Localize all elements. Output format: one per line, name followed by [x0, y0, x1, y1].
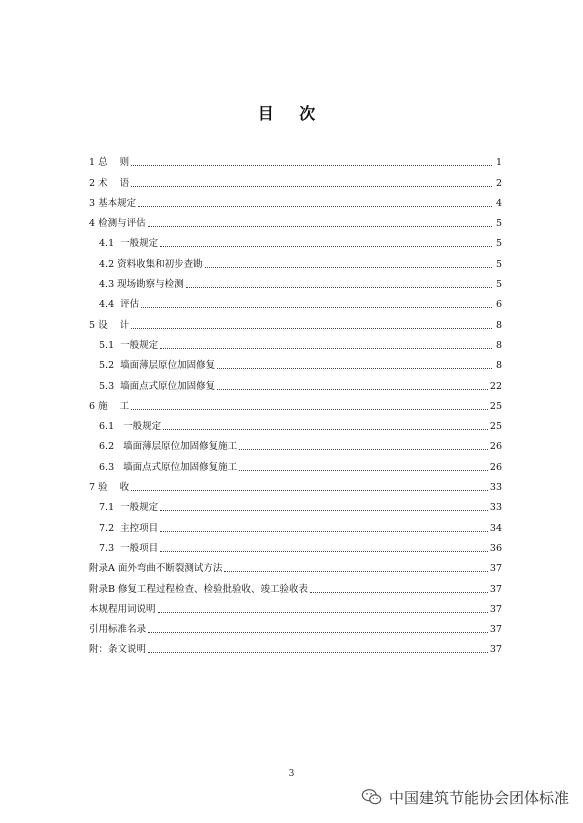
toc-entry-number: 6.3 — [99, 461, 115, 473]
toc-entry-page: 2 — [495, 177, 502, 189]
toc-entry-label: 基本规定 — [95, 197, 137, 209]
toc-entry[interactable] — [89, 535, 502, 555]
toc-entry-page: 5 — [495, 279, 502, 291]
toc-entry-number: 6.2 — [99, 441, 115, 453]
toc-entry[interactable] — [89, 413, 502, 433]
toc-entry-page: 6 — [495, 299, 502, 311]
toc-entry-page: 37 — [489, 563, 502, 575]
toc-entry[interactable] — [89, 149, 502, 169]
toc-entry-page: 8 — [495, 339, 502, 351]
wechat-icon — [361, 786, 383, 808]
watermark — [361, 786, 569, 808]
toc-entry-number: 6.1 — [99, 421, 115, 433]
toc-entry-page: 37 — [489, 603, 502, 615]
toc-entry[interactable] — [89, 210, 502, 230]
toc-entry-label: 一般规定 — [114, 339, 159, 351]
toc-entry-number: 7.1 — [99, 502, 115, 514]
toc-entry-label: 术 语 — [95, 177, 130, 189]
toc-leader-dots — [160, 531, 488, 532]
toc-entry-label: 施 工 — [95, 400, 130, 412]
toc-entry-page: 5 — [495, 218, 502, 230]
toc-leader-dots — [160, 551, 488, 552]
toc-entry-number: 5.1 — [99, 339, 115, 351]
toc-entry[interactable] — [89, 190, 502, 210]
toc-entry-label: 修复工程过程检查、检验批验收、竣工验收表 — [114, 583, 309, 595]
toc-entry-label: 检测与评估 — [95, 218, 146, 230]
toc-leader-dots — [148, 652, 488, 653]
toc-entry-number: 5.3 — [99, 380, 115, 392]
toc-entry-number: 4.1 — [99, 238, 115, 250]
toc-leader-dots — [158, 612, 488, 613]
toc-entry-label: 本规程用词说明 — [89, 603, 156, 615]
toc-entry-page: 8 — [495, 319, 502, 331]
toc-entry-page: 22 — [489, 380, 502, 392]
toc-entry-label: 资料收集和初步查勘 — [114, 258, 203, 270]
toc-entry[interactable] — [89, 494, 502, 514]
toc-leader-dots — [239, 449, 488, 450]
toc-entry[interactable] — [89, 555, 502, 575]
toc-leader-dots — [239, 470, 488, 471]
toc-leader-dots — [131, 165, 492, 166]
toc-entry-label: 一般项目 — [114, 542, 159, 554]
toc-entry-page: 5 — [495, 258, 502, 270]
watermark-text: 中国建筑节能协会团体标准 — [388, 788, 569, 807]
toc-entry-label: 验 收 — [95, 482, 130, 494]
toc-entry-page: 33 — [489, 502, 502, 514]
toc-entry-number: 附录A — [89, 563, 115, 575]
toc-entry-page: 33 — [489, 482, 502, 494]
toc-entry[interactable] — [89, 271, 502, 291]
toc-entry-page: 37 — [489, 624, 502, 636]
toc-entry-page: 5 — [495, 238, 502, 250]
toc-entry-label: 附：条文说明 — [89, 644, 147, 656]
toc-entry[interactable] — [89, 474, 502, 494]
toc-entry-number: 5.2 — [99, 360, 115, 372]
toc-entry-number: 附录B — [89, 583, 115, 595]
toc-entry-page: 36 — [489, 542, 502, 554]
table-of-contents — [89, 149, 502, 656]
toc-entry-label: 墙面薄层原位加固修复施工 — [114, 441, 238, 453]
toc-entry-number: 4 — [89, 218, 96, 230]
toc-entry-label: 一般规定 — [114, 502, 159, 514]
page-number: 3 — [288, 769, 295, 779]
toc-entry-label: 一般规定 — [114, 421, 162, 433]
toc-entry[interactable] — [89, 291, 502, 311]
toc-entry-page: 26 — [489, 461, 502, 473]
toc-entry-number: 4.4 — [99, 299, 115, 311]
toc-leader-dots — [224, 571, 488, 572]
toc-entry[interactable] — [89, 352, 502, 372]
toc-entry[interactable] — [89, 250, 502, 270]
toc-leader-dots — [186, 287, 492, 288]
toc-entry-page: 37 — [489, 583, 502, 595]
toc-entry-page: 37 — [489, 644, 502, 656]
toc-leader-dots — [131, 490, 488, 491]
toc-entry-label: 墙面点式原位加固修复 — [114, 380, 216, 392]
toc-leader-dots — [217, 389, 488, 390]
toc-entry-number: 6 — [89, 400, 96, 412]
toc-entry[interactable] — [89, 514, 502, 534]
toc-entry-label: 现场勘察与检测 — [114, 279, 184, 291]
toc-entry-number: 2 — [89, 177, 96, 189]
toc-entry-number: 4.3 — [99, 279, 115, 291]
toc-entry[interactable] — [89, 433, 502, 453]
toc-entry-label: 墙面薄层原位加固修复 — [114, 360, 216, 372]
toc-entry-page: 4 — [495, 197, 502, 209]
toc-entry-page: 25 — [489, 421, 502, 433]
toc-entry[interactable] — [89, 393, 502, 413]
toc-entry[interactable] — [89, 636, 502, 656]
toc-entry-page: 25 — [489, 400, 502, 412]
toc-leader-dots — [131, 328, 492, 329]
toc-entry-number: 7 — [89, 482, 96, 494]
toc-entry-label: 一般规定 — [114, 238, 159, 250]
toc-leader-dots — [310, 592, 488, 593]
toc-leader-dots — [131, 409, 488, 410]
toc-entry-label: 设 计 — [95, 319, 130, 331]
toc-leader-dots — [131, 186, 492, 187]
toc-entry[interactable] — [89, 332, 502, 352]
toc-entry-number: 1 — [89, 157, 96, 169]
toc-entry-number: 7.2 — [99, 522, 115, 534]
toc-leader-dots — [138, 206, 492, 207]
toc-entry-label: 面外弯曲不断裂测试方法 — [114, 563, 223, 575]
toc-leader-dots — [160, 348, 492, 349]
toc-leader-dots — [148, 632, 488, 633]
toc-entry-label: 引用标准名录 — [89, 624, 147, 636]
toc-entry[interactable] — [89, 230, 502, 250]
toc-leader-dots — [217, 368, 492, 369]
toc-entry-label: 墙面点式原位加固修复施工 — [114, 461, 238, 473]
toc-entry-number: 7.3 — [99, 542, 115, 554]
toc-entry-page: 34 — [489, 522, 502, 534]
toc-leader-dots — [148, 226, 492, 227]
toc-leader-dots — [163, 429, 488, 430]
toc-entry-label: 总 则 — [95, 157, 130, 169]
toc-entry[interactable] — [89, 311, 502, 331]
toc-entry-page: 8 — [495, 360, 502, 372]
toc-entry-number: 3 — [89, 197, 96, 209]
toc-entry-label: 主控项目 — [114, 522, 159, 534]
toc-entry-page: 1 — [495, 157, 502, 169]
toc-entry[interactable] — [89, 453, 502, 473]
toc-leader-dots — [141, 307, 492, 308]
toc-leader-dots — [160, 510, 488, 511]
toc-entry[interactable] — [89, 596, 502, 616]
toc-entry[interactable] — [89, 575, 502, 595]
toc-entry[interactable] — [89, 616, 502, 636]
toc-entry[interactable] — [89, 372, 502, 392]
toc-entry[interactable] — [89, 169, 502, 189]
toc-title: 目 次 — [257, 104, 326, 123]
toc-entry-page: 26 — [489, 441, 502, 453]
toc-entry-number: 4.2 — [99, 258, 115, 270]
toc-entry-number: 5 — [89, 319, 96, 331]
toc-entry-label: 评估 — [114, 299, 140, 311]
toc-leader-dots — [160, 246, 492, 247]
toc-leader-dots — [205, 267, 492, 268]
